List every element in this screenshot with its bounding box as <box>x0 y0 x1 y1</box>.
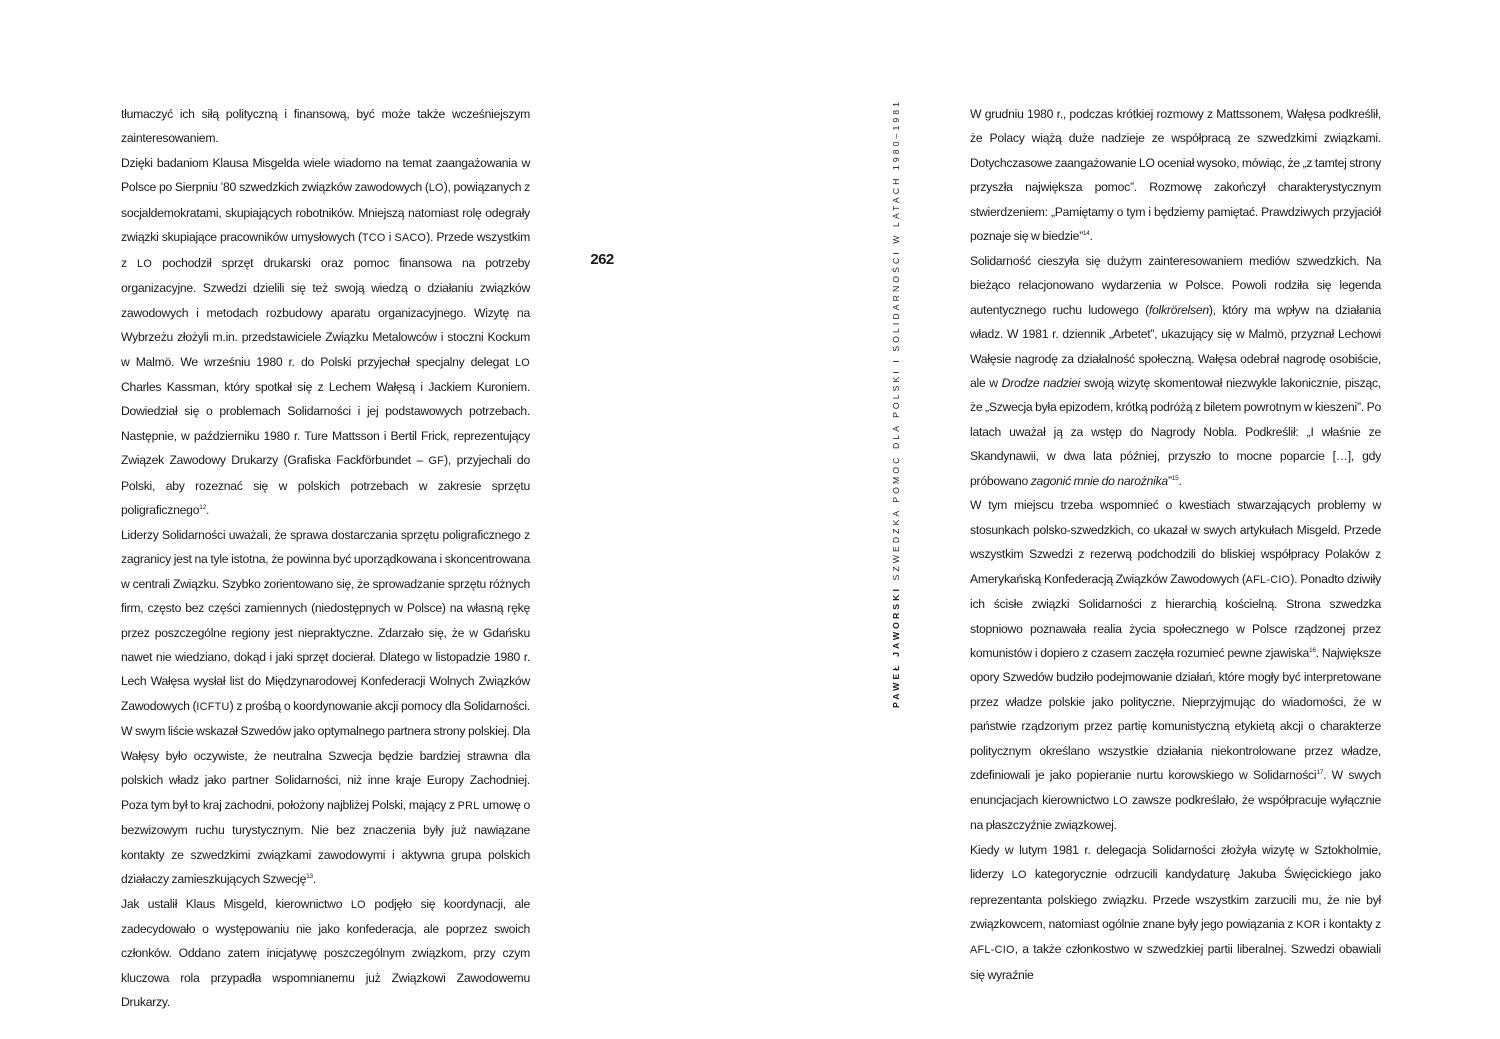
paragraph <box>121 151 530 523</box>
acronym: LO <box>1011 869 1027 882</box>
running-head-title: SZWEDZKA POMOC DLA POLSKI I SOLIDARNOŚCI W LATACH 1980–1981 <box>891 98 901 587</box>
text-run: ), który ma wpływ na działania władz. W 1981 r. dziennik „Arbetet”, ukazujący się w Malmö, przyznał Lechowi Wałęsie nagrodę za działalność społeczną. Wałęsa odebrał nagrodę osobiście, ale w <box>970 302 1381 390</box>
text-run: . Największe opory Szwedów budziło podejmowanie działań, które mogły być interpretowane przez władze polskie jako polityczne. Nieprzyjmując do wiadomości, że w państwie rządzonym przez partię komunistyczną etykietą akcji o charakterze politycznym określano wszystkie działania niekontrolowane przez władze, zdefiniowali je jako popieranie nurtu korowskiego w Solidarności <box>970 645 1382 783</box>
text-run: . <box>205 503 210 518</box>
footnote-ref: 16 <box>1309 646 1316 654</box>
footnote-ref: 13 <box>306 873 313 881</box>
text-run: umowę o bezwizowym ruchu turystycznym. Nie bez znaczenia były już nawiązane kontakty ze szwedzkimi związkami zawodowymi i aktywna grupa polskich działaczy zamieszkujących Szwecję <box>121 797 530 887</box>
paragraph <box>121 523 530 892</box>
text-run: i kontakty z <box>1320 916 1381 931</box>
running-head <box>891 99 901 708</box>
italic-text: folkrörelsen <box>1148 302 1209 317</box>
acronym: LO <box>428 182 444 195</box>
page-number: 262 <box>590 251 614 268</box>
text-run: ). Przede wszystkim z <box>121 230 530 270</box>
text-run: . <box>312 872 317 887</box>
paragraph <box>121 892 530 1015</box>
text-run: W tym miejscu trzeba wspomnieć o kwestiach stwarzających problemy w stosunkach polsko-szwedzkich, co ukazał w swych artykułach Misgeld. Przede wszystkim Szwedzi z rezerwą podchodzili do bliskiej współpracy Polaków z Amerykańską Konfederacją Związków Zawodowych ( <box>970 498 1381 586</box>
text-run: . W swych enuncjacjach kierownictwo <box>970 768 1381 807</box>
text-run: Charles Kassman, który spotkał się z Lechem Wałęsą i Jackiem Kuroniem. Dowiedział się o problemach Solidarności i jej podstawowych potrzebach. Następnie, w październiku 1980 r. Ture Mattsson i Bertil Frick, reprezentujący Związek Zawodowy Drukarzy (Grafiska Fackförbundet – <box>121 379 530 468</box>
text-run: zawsze podkreślało, że współpracuje wyłącznie na płaszczyźnie związkowej. <box>970 792 1381 833</box>
footnote-ref: 14 <box>1082 230 1090 238</box>
acronym: LO <box>514 356 530 369</box>
text-run: i <box>385 230 395 245</box>
footnote-ref: 17 <box>1316 769 1324 777</box>
right-column-text <box>970 102 1381 987</box>
acronym: LO <box>1112 794 1128 807</box>
text-run: Solidarność cieszyła się dużym zainteresowaniem mediów szwedzkich. Na bieżąco relacjonowano wydarzenia w Polsce. Powoli rodziła się legenda autentycznego ruchu ludowego ( <box>970 253 1381 317</box>
text-run: pochodził sprzęt drukarski oraz pomoc finansowa na potrzeby organizacyjne. Szwedzi dzielili się też swoją wiedzą o działaniu związków zawodowych i metodach rozbudowy aparatu organizacyjnego. Wizytę na Wybrzeżu złożyli m.in. przedstawiciele Związku Metalowców i stoczni Kockum w Malmö. We wrześniu 1980 r. do Polski przyjechał specjalny delegat <box>121 255 530 369</box>
paragraph <box>970 102 1381 249</box>
italic-text: Drodze nadziei <box>1001 375 1081 390</box>
running-head-author: PAWEŁ JAWORSKI <box>891 586 901 708</box>
text-run: podjęło się koordynacji, ale zadecydowało o występowaniu nie jako konfederacja, ale poprzez swoich członków. Oddano zatem inicjatywę poszczególnym związkom, przy czym kluczowa rola przypadła wspomnianemu już Związkowi Zawodowemu Drukarzy. <box>121 896 530 1010</box>
paragraph <box>970 249 1381 494</box>
footnote-ref: 15 <box>1171 474 1179 482</box>
text-run: , a także członkostwo w szwedzkiej partii liberalnej. Szwedzi obawiali się wyraźnie <box>970 942 1381 982</box>
text-run: kategorycznie odrzucili kandydaturę Jakuba Święcickiego jako reprezentanta polskiego związku. Przede wszystkim zarzucili mu, że nie był związkowcem, natomiast ogólnie znane były jego powiązania z <box>970 867 1381 931</box>
acronym: ICFTU <box>196 700 230 713</box>
text-run: ), przyjechali do Polski, aby rozeznać się w polskich potrzebach w zakresie sprzętu poligraficznego <box>121 453 530 518</box>
text-run: Jak ustalił Klaus Misgeld, kierownictwo <box>121 896 351 911</box>
paragraph <box>121 102 530 151</box>
text-run: swoją wizytę skomentował niezwykle lakonicznie, pisząc, że „Szwecja była epizodem, krótką podróżą z biletem powrotnym w kieszeni”. Po latach uważał ją za wstęp do Nagrody Nobla. Podkreślił: „I właśnie ze Skandynawii, w dwa lata później, przyszło to mocne poparcie […], gdy próbowano <box>970 375 1382 488</box>
text-run: . <box>1178 473 1182 488</box>
text-run: tłumaczyć ich siłą polityczną i finansową, być może także wcześniejszym zainteresowaniem. <box>121 107 530 146</box>
text-run: . <box>1089 229 1093 244</box>
text-run: ). Ponadto dziwiły ich ścisłe związki Solidarności z hierarchią kościelną. Strona szwedzka stopniowo poznawała realia życia społecznego w Polsce rządzonej przez komunistów i dopiero z czasem zaczęła rozumieć pewne zjawiska <box>970 571 1381 660</box>
acronym: LO <box>350 898 366 911</box>
text-run: Kiedy w lutym 1981 r. delegacja Solidarności złożyła wizytę w Sztokholmie, liderzy <box>970 842 1381 882</box>
footnote-ref: 12 <box>199 504 206 512</box>
acronym: AFL-CIO <box>1245 573 1291 586</box>
acronym: PRL <box>457 799 480 812</box>
acronym: KOR <box>1296 918 1321 931</box>
text-run: ), powiązanych z socjaldemokratami, skupiających robotników. Mniejszą natomiast rolę odegrały związki skupiające pracowników umysłowych ( <box>121 180 530 245</box>
paragraph <box>970 838 1381 988</box>
italic-text: zagonić mnie do narożnika <box>1030 473 1168 488</box>
text-run: W grudniu 1980 r., podczas krótkiej rozmowy z Mattssonem, Wałęsa podkreślił, że Polacy wiążą duże nadzieje ze współpracą ze szwedzkimi związkami. Dotychczasowe zaangażowanie LO oceniał wysoko, mówiąc, że „z tamtej strony przyszła największa pomoc”. Rozmowę zakończył charakterystycznym stwierdzeniem: „Pamiętamy o tym i będziemy pamiętać. Prawdziwych przyjaciół poznaje się w biedzie” <box>970 107 1381 244</box>
text-run: ) z prośbą o koordynowanie akcji pomocy dla Solidarności. W swym liście wskazał Szwedów jako optymalnego partnera strony polskiej. Dla Wałęsy było oczywiste, że neutralna Szwecja będzie bardziej strawna dla polskich władz jako partner Solidarności, niż inne kraje Europy Zachodniej. Poza tym był to kraj zachodni, położony najbliżej Polski, mający z <box>121 698 530 812</box>
text-run: Dzięki badaniom Klausa Misgelda wiele wiadomo na temat zaangażowania w Polsce po Sierpniu ’80 szwedzkich związków zawodowych ( <box>121 155 530 195</box>
acronym: AFL-CIO <box>970 944 1015 957</box>
acronym: TCO <box>361 232 386 245</box>
text-run: ” <box>1167 473 1172 488</box>
text-run: Liderzy Solidarności uważali, że sprawa dostarczania sprzętu poligraficznego z zagranicy jest na tyle istotna, że powinna być uporządkowana i skoncentrowana w centrali Związku. Szybko zorientowano się, że sprowadzanie sprzętu różnych firm, często bez części zamiennych (niedostępnych w Polsce) na własną rękę przez poszczególne regiony jest niepraktyczne. Zdarzało się, że w Gdańsku nawet nie wiedziano, dokąd i jaki sprzęt docierał. Dlatego w listopadzie 1980 r. Lech Wałęsa wysłał list do Międzynarodowej Konfederacji Wolnych Związków Zawodowych ( <box>121 527 530 713</box>
acronym: GF <box>428 455 445 468</box>
left-column-text <box>121 102 530 1015</box>
paragraph <box>970 493 1381 837</box>
acronym: SACO <box>394 232 427 245</box>
acronym: LO <box>137 257 153 270</box>
